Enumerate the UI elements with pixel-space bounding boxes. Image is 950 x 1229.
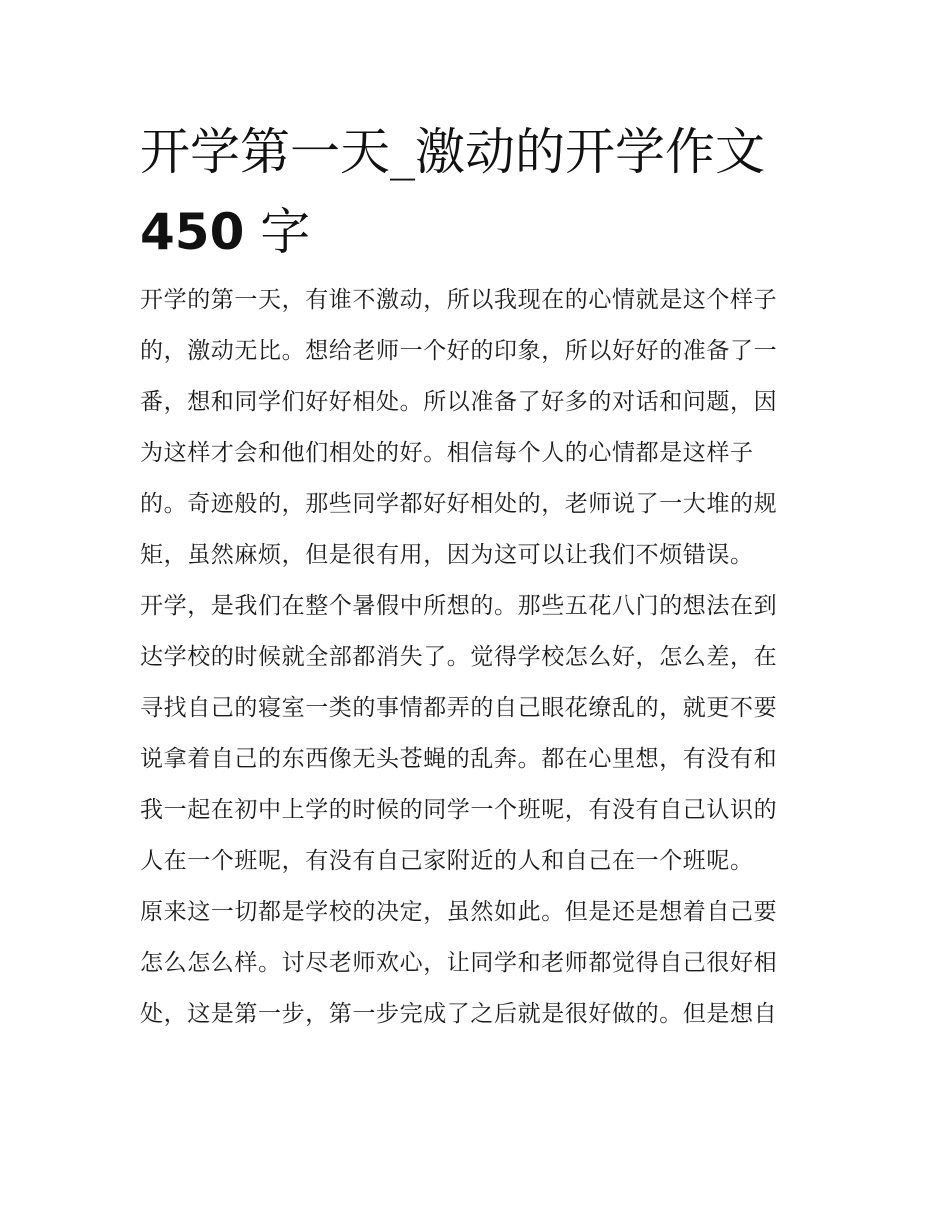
essay-line: 的。奇迹般的，那些同学都好好相处的，老师说了一大堆的规 — [140, 491, 778, 517]
essay-line: 寻找自己的寝室一类的事情都弄的自己眼花缭乱的，就更不要 — [140, 695, 778, 721]
essay-line: 达学校的时候就全部都消失了。觉得学校怎么好，怎么差，在 — [140, 644, 778, 670]
essay-line: 的，激动无比。想给老师一个好的印象，所以好好的准备了一 — [140, 338, 778, 364]
essay-line: 怎么怎么样。讨尽老师欢心，让同学和老师都觉得自己很好相 — [140, 950, 778, 976]
essay-line: 开学的第一天，有谁不激动，所以我现在的心情就是这个样子 — [140, 287, 778, 313]
title-word-count: 450 — [140, 203, 245, 261]
essay-line: 人在一个班呢，有没有自己家附近的人和自己在一个班呢。 — [140, 848, 754, 874]
essay-line: 说拿着自己的东西像无头苍蝇的乱奔。都在心里想，有没有和 — [140, 746, 778, 772]
document-title — [140, 112, 820, 272]
essay-line: 为这样才会和他们相处的好。相信每个人的心情都是这样子 — [140, 440, 754, 466]
essay-line: 开学，是我们在整个暑假中所想的。那些五花八门的想法在到 — [140, 593, 778, 619]
title-main-text: 开学第一天_激动的开学作文 — [140, 123, 765, 181]
essay-line: 番，想和同学们好好相处。所以准备了好多的对话和问题，因 — [140, 389, 778, 415]
essay-body — [140, 275, 812, 1040]
title-suffix: 字 — [244, 203, 311, 261]
essay-line: 我一起在初中上学的时候的同学一个班呢，有没有自己认识的 — [140, 797, 778, 823]
essay-line: 原来这一切都是学校的决定，虽然如此。但是还是想着自己要 — [140, 899, 778, 925]
essay-line: 矩，虽然麻烦，但是很有用，因为这可以让我们不烦错误。 — [140, 542, 754, 568]
essay-line: 处，这是第一步，第一步完成了之后就是很好做的。但是想自 — [140, 1001, 778, 1027]
